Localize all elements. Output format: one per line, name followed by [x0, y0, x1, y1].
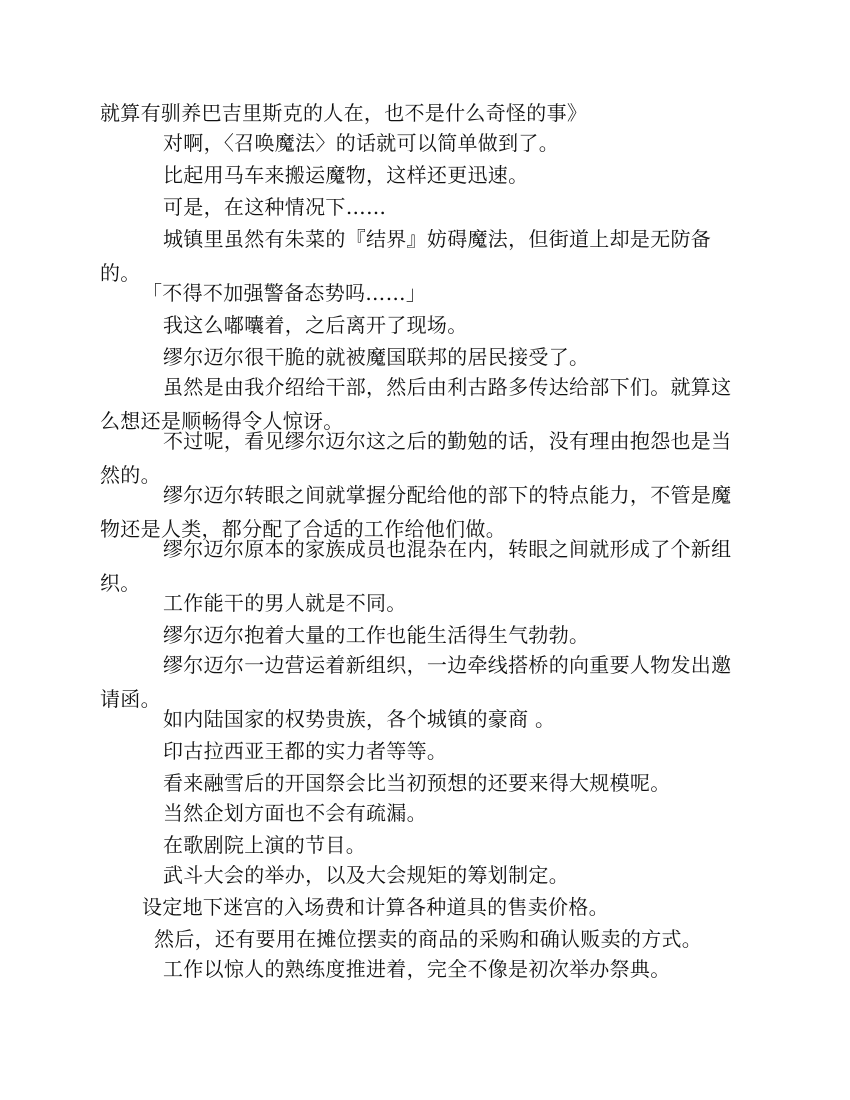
paragraph: 然后，还有要用在摊位摆卖的商品的采购和确认贩卖的方式。 — [154, 927, 703, 951]
paragraph: 就算有驯养巴吉里斯克的人在，也不是什么奇怪的事》 — [100, 101, 588, 125]
paragraph: 看来融雪后的开国祭会比当初预想的还要来得大规模呢。 — [163, 771, 671, 795]
paragraph: 对啊，〈召唤魔法〉的话就可以简单做到了。 — [163, 131, 559, 155]
paragraph: 工作能干的男人就是不同。 — [163, 591, 407, 615]
paragraph: 在歌剧院上演的节目。 — [163, 833, 366, 857]
paragraph: 工作以惊人的熟练度推进着，完全不像是初次举办祭典。 — [163, 957, 671, 981]
paragraph: 可是，在这种情况下…… — [163, 195, 387, 219]
paragraph: 比起用马车来搬运魔物，这样还更迅速。 — [163, 163, 529, 187]
paragraph: 虽然是由我介绍给干部，然后由利古路多传达给部下们。就算这么想还是顺畅得令人惊讶。 — [100, 375, 732, 433]
paragraph: 如内陆国家的权势贵族，各个城镇的豪商 。 — [163, 707, 556, 731]
paragraph: 设定地下迷宫的入场费和计算各种道具的售卖价格。 — [142, 895, 609, 919]
paragraph: 武斗大会的举办，以及大会规矩的筹划制定。 — [163, 863, 569, 887]
paragraph: 缪尔迈尔抱着大量的工作也能生活得生气勃勃。 — [163, 623, 590, 647]
paragraph: 缪尔迈尔很干脆的就被魔国联邦的居民接受了。 — [163, 345, 590, 369]
paragraph: 当然企划方面也不会有疏漏。 — [163, 801, 427, 825]
paragraph: 印古拉西亚王都的实力者等等。 — [163, 739, 448, 763]
paragraph: 缪尔迈尔原本的家族成员也混杂在内，转眼之间就形成了个新组织。 — [100, 537, 732, 595]
paragraph: 我这么嘟囔着，之后离开了现场。 — [163, 313, 468, 337]
paragraph: 不过呢，看见缪尔迈尔这之后的勤勉的话，没有理由抱怨也是当然的。 — [100, 429, 732, 487]
paragraph: 缪尔迈尔转眼之间就掌握分配给他的部下的特点能力，不管是魔物还是人类，都分配了合适的工作给他们做。 — [100, 483, 732, 541]
paragraph: 「不得不加强警备态势吗……」 — [142, 281, 427, 305]
paragraph: 缪尔迈尔一边营运着新组织，一边牵线搭桥的向重要人物发出邀请函。 — [100, 653, 732, 711]
paragraph: 城镇里虽然有朱菜的『结界』妨碍魔法，但街道上却是无防备的。 — [100, 227, 712, 285]
